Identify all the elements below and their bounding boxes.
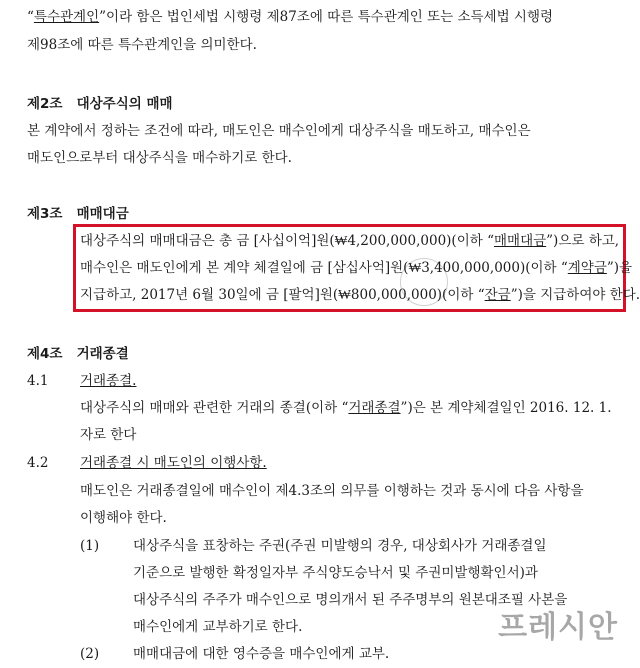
text: ”)을 지급하여야 한다. xyxy=(510,287,640,303)
item-1-line-2: 기준으로 발행한 확정일자부 주식양도승낙서 및 주권미발행확인서)과 xyxy=(133,565,538,581)
text: ”)을 xyxy=(606,260,633,276)
article-title: 거래종결 xyxy=(76,346,129,362)
defined-term: 계약금 xyxy=(567,260,607,276)
section-4-1-title: 거래종결. xyxy=(80,373,137,389)
article-3-heading xyxy=(27,204,129,224)
section-4-2-line-2: 이행해야 한다. xyxy=(80,510,167,526)
article-number: 제2조 xyxy=(27,96,63,112)
item-1-line-4: 매수인에게 교부하기로 한다. xyxy=(133,619,303,635)
text: 대상주식의 매매와 관련한 거래의 종결(이하 “ xyxy=(80,400,349,416)
intro-line-1 xyxy=(27,7,553,27)
article-title: 매매대금 xyxy=(76,206,129,222)
text: ”이라 함은 법인세법 시행령 제87조에 따른 특수관계인 또는 소득세법 시행령 xyxy=(99,9,554,25)
article-2-heading xyxy=(27,94,173,114)
defined-term: 잔금 xyxy=(484,287,511,303)
item-1-line-1: 대상주식을 표창하는 주권(주권 미발행의 경우, 대상회사가 거래종결일 xyxy=(133,538,547,554)
article-number: 제4조 xyxy=(27,346,63,362)
text: 매수인은 매도인에게 본 계약 체결일에 금 [삼십사억]원(₩3,400,000,000)(이하 “ xyxy=(80,260,568,276)
text: 지급하고, 2017년 6월 30일에 금 [팔억]원(₩800,000,000)(이하 “ xyxy=(80,287,485,303)
article-2-line-1: 본 계약에서 정하는 조건에 따라, 매도인은 매수인에게 대상주식을 매도하고, 매수인은 xyxy=(27,123,531,139)
article-3-line-1 xyxy=(80,231,619,251)
article-number: 제3조 xyxy=(27,206,63,222)
intro-line-2: 제98조에 따른 특수관계인을 의미한다. xyxy=(27,37,257,53)
section-4-2-line-1: 매도인은 거래종결일에 매수인이 제4.3조의 의무를 이행하는 것과 동시에 다음 사항을 xyxy=(80,483,584,499)
article-3-line-3 xyxy=(80,285,640,305)
section-4-1-line-2: 자로 한다 xyxy=(80,427,137,443)
defined-term: 거래종결 xyxy=(348,400,401,416)
article-4-heading xyxy=(27,344,129,364)
text: 대상주식의 매매대금은 총 금 [사십이억]원(₩4,200,000,000)(이하 “ xyxy=(80,233,494,249)
article-3-line-2 xyxy=(80,258,632,278)
watermark-logo: 프레시안 xyxy=(498,610,618,645)
section-4-2-title: 거래종결 시 매도인의 이행사항. xyxy=(80,455,267,471)
item-1-number: (1) xyxy=(80,538,100,554)
text: ”)은 본 계약체결일인 2016. 12. 1. xyxy=(400,400,612,416)
section-4-1-number: 4.1 xyxy=(27,373,49,389)
section-4-1-line-1 xyxy=(80,398,612,418)
article-title: 대상주식의 매매 xyxy=(76,96,173,112)
item-2-line-1: 매매대금에 대한 영수증을 매수인에게 교부. xyxy=(133,646,390,662)
defined-term: 특수관계인 xyxy=(33,9,100,25)
defined-term: 매매대금 xyxy=(493,233,547,249)
article-2-line-2: 매도인으로부터 대상주식을 매수하기로 한다. xyxy=(27,150,292,166)
section-4-2-number: 4.2 xyxy=(27,455,49,471)
item-2-number: (2) xyxy=(80,646,100,662)
item-1-line-3: 대상주식의 주주가 매수인으로 명의개서 된 주주명부의 원본대조필 사본을 xyxy=(133,592,568,608)
text: ”)으로 하고, xyxy=(546,233,620,249)
quote-mark: “ xyxy=(27,9,34,25)
